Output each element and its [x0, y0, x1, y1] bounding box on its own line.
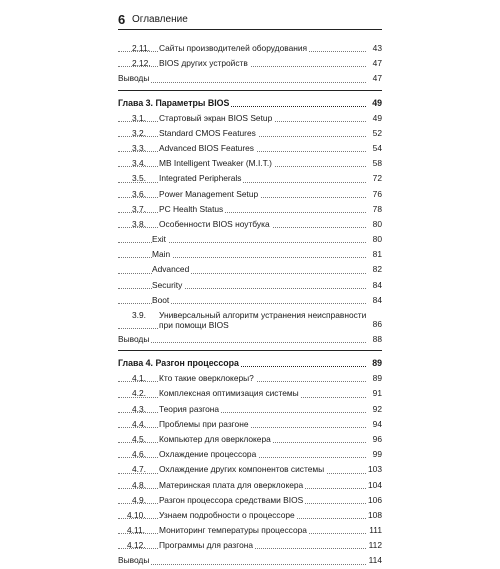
toc-entry	[118, 508, 382, 523]
toc-subentry	[118, 278, 382, 293]
toc-entry	[118, 493, 382, 508]
header-rule	[118, 29, 382, 30]
toc-entry	[118, 462, 382, 477]
entry-title-line1: Универсальный алгоритм устранения неисправности	[159, 310, 367, 320]
entry-page: 108	[366, 508, 382, 523]
toc-subentry	[118, 293, 382, 308]
toc-conclusion	[118, 71, 382, 86]
toc-conclusion	[118, 332, 382, 347]
entry-number: 3.9.	[132, 310, 146, 320]
dot-leader	[118, 82, 366, 83]
toc-subentry	[118, 262, 382, 277]
toc-conclusion	[118, 553, 382, 568]
entry-title: Комплексная оптимизация системы	[159, 386, 301, 401]
entry-number: 2.11.	[132, 43, 151, 53]
entry-title: Выводы	[118, 553, 151, 568]
entry-page: 52	[371, 126, 382, 141]
entry-title: Integrated Peripherals	[159, 171, 243, 186]
chapter-heading	[118, 356, 382, 371]
toc-entry	[118, 447, 382, 462]
toc-entry	[118, 432, 382, 447]
entry-page: 43	[371, 41, 382, 56]
page-header	[118, 12, 382, 34]
toc-entry	[118, 56, 382, 71]
toc-entry	[118, 126, 382, 141]
entry-title: BIOS других устройств	[159, 56, 250, 71]
entry-number: 4.10.	[127, 509, 146, 520]
entry-page: 86	[371, 317, 382, 332]
entry-number: 4.6.	[132, 449, 146, 460]
entry-number: 4.11.	[127, 525, 146, 536]
entry-title-line2: при помощи BIOS	[159, 320, 229, 330]
toc-entry	[118, 141, 382, 156]
entry-title: MB Intelligent Tweaker (M.I.T.)	[159, 156, 274, 171]
entry-title	[159, 310, 368, 330]
entry-number: 3.4.	[132, 158, 146, 169]
running-title: Оглавление	[132, 14, 188, 25]
dot-leader	[118, 412, 366, 413]
chapter-separator	[118, 87, 382, 96]
entry-page: 111	[367, 523, 382, 538]
entry-title: PC Health Status	[159, 202, 225, 217]
entry-title: Теория разгона	[159, 402, 221, 417]
entry-title: Advanced BIOS Features	[159, 141, 256, 156]
entry-page: 78	[371, 202, 382, 217]
entry-page: 94	[371, 417, 382, 432]
entry-title: Power Management Setup	[159, 187, 260, 202]
toc-subentry	[118, 232, 382, 247]
entry-title: Охлаждение других компонентов системы	[159, 462, 326, 477]
entry-number: 3.7.	[132, 203, 146, 214]
entry-page: 82	[371, 262, 382, 277]
subentry-title: Main	[152, 247, 172, 262]
entry-number: 4.8.	[132, 479, 146, 490]
entry-page: 47	[371, 56, 382, 71]
toc-entry	[118, 523, 382, 538]
entry-page: 88	[371, 332, 382, 347]
entry-page: 58	[371, 156, 382, 171]
subentry-title: Boot	[152, 293, 171, 308]
entry-page: 92	[371, 402, 382, 417]
entry-title: Сайты производителей оборудования	[159, 41, 309, 56]
entry-page: 80	[371, 232, 382, 247]
entry-title: Выводы	[118, 332, 151, 347]
entry-title: Охлаждение процессора	[159, 447, 258, 462]
chapter-title: Глава 4. Разгон процессора	[118, 356, 241, 371]
entry-title: Проблемы при разгоне	[159, 417, 250, 432]
entry-page: 84	[371, 293, 382, 308]
dot-leader	[118, 212, 366, 213]
entry-page: 76	[371, 187, 382, 202]
subentry-title: Exit	[152, 232, 168, 247]
entry-page: 112	[367, 538, 382, 553]
entry-number: 4.2.	[132, 388, 146, 399]
entry-title: Кто такие оверклокеры?	[159, 371, 256, 386]
entry-title: Мониторинг температуры процессора	[159, 523, 309, 538]
entry-page: 91	[371, 386, 382, 401]
entry-number: 4.12.	[127, 540, 146, 551]
entry-number: 4.4.	[132, 418, 146, 429]
entry-number: 4.3.	[132, 403, 146, 414]
toc-entry	[118, 386, 382, 401]
entry-title: Компьютер для оверклокера	[159, 432, 273, 447]
chapter-separator	[118, 347, 382, 356]
entry-title: Программы для разгона	[159, 538, 255, 553]
entry-title: Стартовый экран BIOS Setup	[159, 111, 274, 126]
entry-page: 103	[366, 462, 382, 477]
subentry-title: Security	[152, 278, 184, 293]
entry-number: 3.5.	[132, 173, 146, 184]
entry-number: 3.2.	[132, 127, 146, 138]
toc-subentry	[118, 247, 382, 262]
toc-entry	[118, 156, 382, 171]
page-number: 6	[118, 12, 126, 27]
toc-entry	[118, 41, 382, 56]
toc-entry	[118, 371, 382, 386]
toc-entry	[118, 478, 382, 493]
table-of-contents	[118, 41, 382, 569]
toc-entry	[118, 308, 382, 332]
toc-entry	[118, 187, 382, 202]
dot-leader	[118, 564, 366, 565]
entry-page: 80	[371, 217, 382, 232]
entry-page: 84	[371, 278, 382, 293]
chapter-page: 49	[370, 96, 382, 111]
toc-entry	[118, 202, 382, 217]
chapter-title: Глава 3. Параметры BIOS	[118, 96, 231, 111]
subentry-title: Advanced	[152, 262, 191, 277]
entry-number: 2.12.	[132, 58, 151, 69]
entry-page: 89	[371, 371, 382, 386]
entry-page: 106	[366, 493, 382, 508]
toc-entry	[118, 417, 382, 432]
entry-page: 99	[371, 447, 382, 462]
entry-number: 4.7.	[132, 464, 146, 475]
toc-entry	[118, 171, 382, 186]
entry-title: Материнская плата для оверклокера	[159, 478, 305, 493]
entry-page: 114	[367, 553, 382, 568]
entry-title: Особенности BIOS ноутбука	[159, 217, 272, 232]
entry-number: 4.5.	[132, 433, 146, 444]
entry-page: 72	[371, 171, 382, 186]
entry-number: 3.6.	[132, 188, 146, 199]
entry-number: 3.1.	[132, 112, 146, 123]
entry-page: 96	[371, 432, 382, 447]
entry-page: 49	[371, 111, 382, 126]
entry-number: 4.1.	[132, 373, 146, 384]
toc-entry	[118, 538, 382, 553]
chapter-page: 89	[370, 356, 382, 371]
entry-page: 104	[366, 478, 382, 493]
entry-title: Выводы	[118, 71, 151, 86]
entry-number: 3.8.	[132, 218, 146, 229]
entry-page: 54	[371, 141, 382, 156]
entry-title: Standard CMOS Features	[159, 126, 258, 141]
toc-entry	[118, 217, 382, 232]
toc-entry	[118, 111, 382, 126]
entry-page: 81	[371, 247, 382, 262]
toc-entry	[118, 402, 382, 417]
entry-number: 4.9.	[132, 494, 146, 505]
entry-page: 47	[371, 71, 382, 86]
entry-number: 3.3.	[132, 142, 146, 153]
dot-leader	[118, 342, 366, 343]
entry-title: Разгон процессора средствами BIOS	[159, 493, 305, 508]
entry-title: Узнаем подробности о процессоре	[159, 508, 297, 523]
chapter-heading	[118, 96, 382, 111]
